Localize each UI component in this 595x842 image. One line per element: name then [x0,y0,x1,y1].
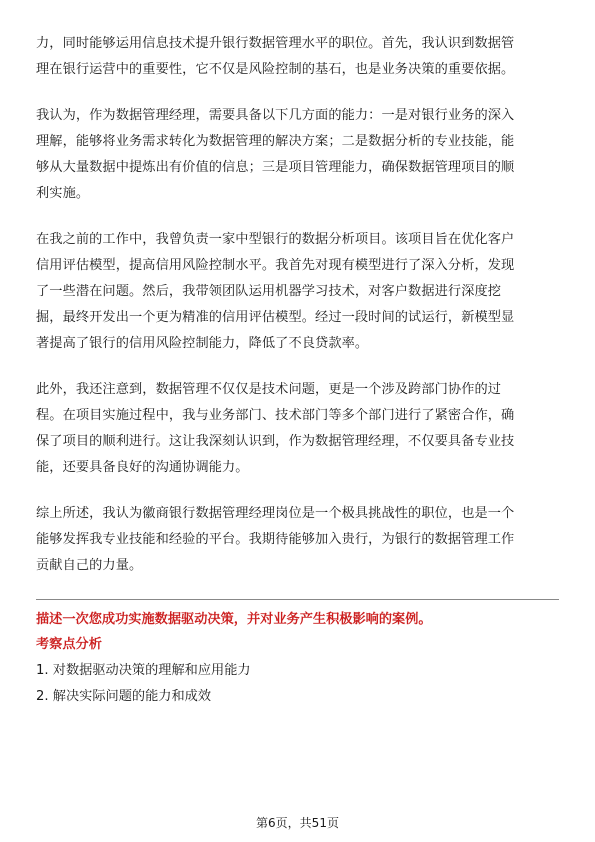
paragraph-line: 利实施。 [36,186,90,201]
paragraph-line: 信用评估模型，提高信用风险控制水平。我首先对现有模型进行了深入分析，发现 [36,258,515,273]
paragraph [36,227,559,357]
answer-text [36,31,559,579]
list-item: 1. 对数据驱动决策的理解和应用能力 [36,663,251,678]
paragraph [36,501,559,579]
paragraph-line: 能够发挥我专业技能和经验的平台。我期待能够加入贵行，为银行的数据管理工作 [36,532,515,547]
paragraph-line: 够从大量数据中提炼出有价值的信息；三是项目管理能力，确保数据管理项目的顺 [36,160,515,175]
paragraph-line: 能，还要具备良好的沟通协调能力。 [36,460,249,475]
document-body [36,31,559,710]
paragraph-line: 我认为，作为数据管理经理，需要具备以下几方面的能力：一是对银行业务的深入 [36,108,515,123]
paragraph-line: 著提高了银行的信用风险控制能力，降低了不良贷款率。 [36,336,369,351]
paragraph-line: 保了项目的顺利进行。这让我深刻认识到，作为数据管理经理，不仅要具备专业技 [36,434,515,449]
divider [36,599,559,600]
page-number: 第6页，共51页 [256,816,339,830]
paragraph-line: 了一些潜在问题。然后，我带领团队运用机器学习技术，对客户数据进行深度挖 [36,284,502,299]
paragraph-line: 掘，最终开发出一个更为精准的信用评估模型。经过一段时间的试运行，新模型显 [36,310,515,325]
paragraph-line: 理解，能够将业务需求转化为数据管理的解决方案；二是数据分析的专业技能，能 [36,134,515,149]
interview-question: 描述一次您成功实施数据驱动决策，并对业务产生积极影响的案例。 [36,612,432,627]
paragraph-line: 贡献自己的力量。 [36,558,143,573]
paragraph-line: 此外，我还注意到，数据管理不仅仅是技术问题，更是一个涉及跨部门协作的过 [36,382,502,397]
paragraph-line: 程。在项目实施过程中，我与业务部门、技术部门等多个部门进行了紧密合作，确 [36,408,515,423]
paragraph-line: 在我之前的工作中，我曾负责一家中型银行的数据分析项目。该项目旨在优化客户 [36,232,515,247]
paragraph-line: 力，同时能够运用信息技术提升银行数据管理水平的职位。首先，我认识到数据管 [36,36,515,51]
paragraph-line: 综上所述，我认为徽商银行数据管理经理岗位是一个极具挑战性的职位，也是一个 [36,506,515,521]
paragraph [36,377,559,481]
paragraph [36,31,559,83]
paragraph [36,103,559,207]
list-item: 2. 解决实际问题的能力和成效 [36,689,212,704]
section-title: 考察点分析 [36,637,102,652]
paragraph-line: 理在银行运营中的重要性，它不仅是风险控制的基石，也是业务决策的重要依据。 [36,62,515,77]
